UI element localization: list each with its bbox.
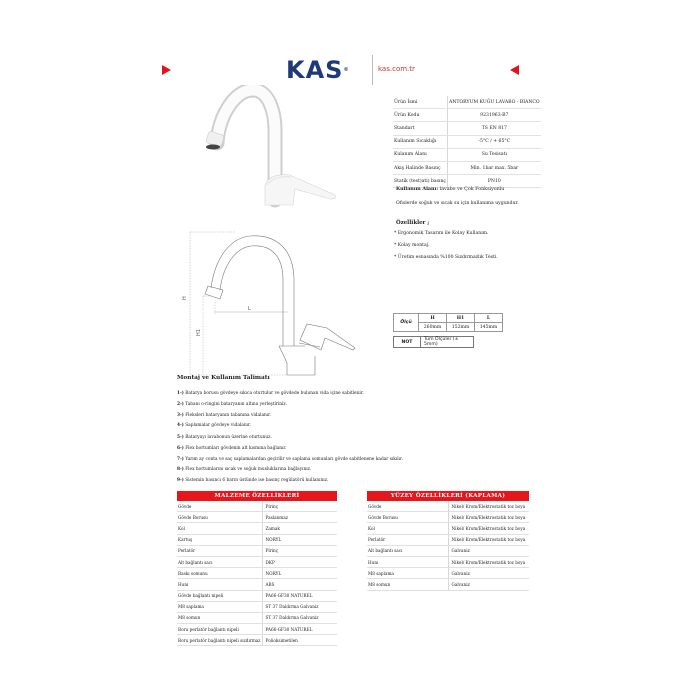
- instruction-step: 4-) Saplamalar gövdeye vidalanır.: [177, 423, 251, 428]
- red-arrow-right-icon: [162, 65, 171, 75]
- material-table: [177, 501, 337, 646]
- feature-item: * Üretim esnasında %100 Sızdırmazlık Testi.: [394, 255, 498, 260]
- table-row: Gövde Borusu Paslanmaz: [177, 512, 337, 523]
- dimensions-header-row: [394, 314, 503, 323]
- spec-value: Su Tesisatı: [448, 148, 541, 161]
- dim-label-h1: H1: [196, 329, 202, 336]
- usage-value: lavabo ve Çok Fonksiyonlu: [439, 187, 505, 192]
- table-row: Perlatör Nikel/ Krom/Elektrostatik toz boya: [367, 534, 529, 545]
- brand-name: KAS: [286, 56, 344, 84]
- spec-key: Ürün Kodu: [393, 109, 448, 122]
- table-row: Gövde Pirinç: [177, 501, 337, 512]
- surface-table-title: YÜZEY ÖZELLİKLERİ (KAPLAMA): [367, 491, 529, 501]
- table-row: Alt bağlantı sacı Galvaniz: [367, 545, 529, 556]
- spec-key: Kulanım Alanı: [393, 148, 448, 161]
- material-table-title: MALZEME ÖZELLİKLERİ: [177, 491, 337, 501]
- dimensions-table: [393, 313, 503, 332]
- brand-logo: [286, 58, 349, 82]
- table-row: Boru perlatör bağlantı nipeli PA66-GF30 NATUREL: [177, 624, 337, 635]
- instruction-step: 3-) Fleksleri bataryanın tabanına vidalanır.: [177, 413, 272, 418]
- instruction-step: 5-) Bataryayı lavabonun üzerine oturtunuz.: [177, 435, 272, 440]
- usage-line: [396, 186, 504, 192]
- spec-value: TS EN 817: [448, 122, 541, 135]
- dimensions-label: Ölçü: [394, 314, 419, 332]
- spec-row: [393, 148, 541, 161]
- spec-value: PN10: [448, 175, 541, 188]
- spec-table: [393, 96, 541, 188]
- usage-description: Ofislerde soğuk ve sıcak su için kullanıma uygundur.: [396, 201, 519, 206]
- spec-row: [393, 96, 541, 109]
- instruction-step: 9-) Sistemin basıncı 6 barın üstünde ise basınç regülatörü kullanınız.: [177, 478, 329, 483]
- instruction-step: 7-) Yarım ay conta ve saç saplamalardan geçirilir ve saplama somunları gövde sabitlenene kadar sıkılır.: [177, 457, 403, 462]
- table-row: M8 saplama ST 37 Daldırma Galvaniz: [177, 601, 337, 612]
- instruction-step: 2-) Tabanı o-ringini bataryanın altına yerleştiriniz.: [177, 402, 288, 407]
- table-row: Hunı Nikel/ Krom/Elektrostatik toz boya: [367, 556, 529, 567]
- table-row: M8 saplama Galvaniz: [367, 568, 529, 579]
- dimension-header: L: [475, 314, 503, 323]
- spec-value: -5°C / + 65°C: [448, 135, 541, 148]
- table-row: Huni ABS: [177, 579, 337, 590]
- usage-label: Kullanım Alanı:: [396, 186, 439, 192]
- spec-value: ANTORYUM KUĞU LAVABO - BIANCO: [448, 96, 541, 109]
- table-row: Gövde Borusu Nikel/ Krom/Elektrostatik toz boya: [367, 512, 529, 523]
- dimension-value: 152mm: [447, 323, 475, 332]
- table-row: Kol Nikel/ Krom/Elektrostatik toz boya: [367, 523, 529, 534]
- instruction-step: 1-) Bataryа borusu gövdeye sıkıca oturtulur ve gövdede bulunan vida içine sabitlenir.: [177, 391, 364, 396]
- table-row: Alt bağlantı sacı DKP: [177, 556, 337, 567]
- table-row: Perlatör Pirinç: [177, 545, 337, 556]
- spec-row: [393, 135, 541, 148]
- dim-label-l: L: [248, 306, 251, 312]
- table-row: Kol Zamak: [177, 523, 337, 534]
- table-row: Baskı somunu NORYL: [177, 568, 337, 579]
- spec-value: 9231963-B7: [448, 109, 541, 122]
- dimension-header: H: [419, 314, 447, 323]
- product-photo: [195, 85, 375, 215]
- feature-item: * Ergonomik Tasarım ile Kolay Kullanım.: [394, 231, 489, 236]
- spec-value: Min. 1bar max. 5bar: [448, 161, 541, 174]
- table-row: Boru perlatör bağlantı nipeli sızdırmaz Polioksimetilen: [177, 635, 337, 646]
- red-arrow-left-icon: [510, 65, 519, 75]
- dim-label-h: H: [182, 296, 188, 300]
- note-value: Tüm Ölçüler (± 5mm): [421, 337, 474, 348]
- surface-properties-section: [367, 491, 529, 591]
- table-row: Gövde Nikel/ Krom/Elektrostatik toz boya: [367, 501, 529, 512]
- table-row: Gövde bağlantı nipeli PA66-GF30 NATUREL: [177, 590, 337, 601]
- dimension-header: H1: [447, 314, 475, 323]
- instructions-title: Montaj ve Kullanım Talimatı: [177, 375, 270, 381]
- instruction-step: 8-) Flex hortumlarını sıcak ve soğuk musluklarına bağlayınız.: [177, 467, 312, 472]
- instruction-step: 6-) Flex hortumları gövdenin alt kısmına bağlanır.: [177, 446, 287, 451]
- dimension-value: 260mm: [419, 323, 447, 332]
- table-row: M8 somun ST 37 Daldırma Galvaniz: [177, 612, 337, 623]
- registered-mark: ®: [343, 67, 350, 73]
- feature-item: * Kolay montaj.: [394, 243, 430, 248]
- table-row: Kartuş NORYL: [177, 534, 337, 545]
- spec-key: Akış Halinde Basınç: [393, 161, 448, 174]
- table-row: M8 somun Galvaniz: [367, 579, 529, 590]
- technical-drawing: [175, 228, 375, 378]
- dimension-value: 145mm: [475, 323, 503, 332]
- spec-key: Ürün İsmi: [393, 96, 448, 109]
- spec-row: [393, 109, 541, 122]
- surface-table: [367, 501, 529, 591]
- spec-row: [393, 122, 541, 135]
- header-divider: [372, 55, 373, 85]
- spec-row: [393, 161, 541, 174]
- material-properties-section: [177, 491, 337, 646]
- note-label: NOT: [394, 337, 421, 348]
- spec-key: Kullanım Sıcaklığı: [393, 135, 448, 148]
- note-table: [393, 336, 474, 348]
- website-link[interactable]: kas.com.tr: [378, 65, 415, 73]
- features-title: Özellikler ;: [396, 220, 430, 226]
- spec-key: Statik (test)ati) basınç: [393, 175, 448, 188]
- spec-key: Standart: [393, 122, 448, 135]
